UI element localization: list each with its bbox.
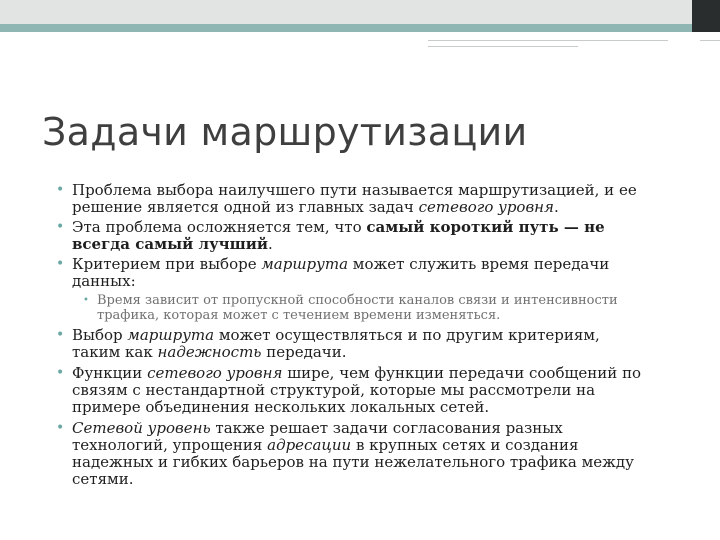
text-run: может осуществляться и по другим критериям, [214,326,600,344]
bullet-dot-icon: • [56,182,65,198]
bullet-line [72,256,692,273]
sub-bullet-line [97,308,687,323]
text-run: решение является одной из главных задач [72,198,419,216]
text-run: технологий, упрощения [72,436,268,454]
header-corner-dark [692,0,720,32]
bullet-line [72,365,692,382]
bullet-line [72,273,692,290]
bullet-dot-icon: • [56,219,65,235]
italic-term: надежность [157,343,262,361]
bullet-line [72,236,692,253]
text-run: Выбор [72,326,128,344]
bold-term: самый короткий путь — не [366,218,605,236]
italic-term: Сетевой уровень [72,419,211,437]
bullet-item [56,326,692,361]
text-run: сетями. [72,470,134,488]
decor-line-1 [428,40,668,41]
bullet-line [72,454,692,471]
text-run: Функции [72,364,148,382]
bullet-item [56,218,692,253]
text-run: может служить время передачи [348,255,610,273]
text-run: Проблема выбора наилучшего пути называется маршрутизацией, и ее [72,181,637,199]
decor-line-3 [700,40,720,41]
bullet-line [72,327,692,344]
bullet-dot-icon: • [56,256,65,272]
sub-bullet-line [97,293,687,308]
bullet-item [56,419,692,488]
text-run: надежных и гибких барьеров на пути нежелательного трафика между [72,453,634,471]
bullet-line [72,219,692,236]
bullet-item [56,364,692,416]
text-run: в крупных сетях и создания [351,436,579,454]
bullet-dot-icon: • [56,420,65,436]
header-bar-gray [0,0,720,24]
bullet-line [72,382,692,399]
bullet-dot-icon: • [56,327,65,343]
sub-bullet-dot-icon: • [83,295,89,306]
text-run: . [268,235,273,253]
decor-line-2 [428,46,578,47]
text-run: примере объединения нескольких локальных сетей. [72,398,490,416]
bullet-line [72,344,692,361]
sub-bullet-item [83,293,687,323]
bullet-line [72,199,692,216]
text-run: шире, чем функции передачи сообщений по [282,364,642,382]
text-run: Критерием при выборе [72,255,262,273]
slide-title: Задачи маршрутизации [42,110,528,154]
text-run: таким как [72,343,158,361]
text-run: передачи. [261,343,347,361]
text-run: данных: [72,272,136,290]
text-run: трафика, которая может с течением времени изменяться. [97,308,501,323]
bullet-line [72,399,692,416]
bullet-item [56,255,692,290]
bullet-line [72,182,692,199]
italic-term: сетевого уровня [147,364,283,382]
italic-term: адресации [267,436,352,454]
text-run: связям с нестандартной структурой, которые мы рассмотрели на [72,381,596,399]
bullet-dot-icon: • [56,365,65,381]
text-run: Эта проблема осложняется тем, что [72,218,367,236]
bullet-item [56,181,692,216]
italic-term: сетевого уровня [418,198,554,216]
bullet-line [72,420,692,437]
bold-term: всегда самый лучший [72,235,269,253]
header-bar-teal [0,24,720,32]
italic-term: маршрута [127,326,215,344]
text-run: также решает задачи согласования разных [210,419,563,437]
bullet-line [72,437,692,454]
italic-term: маршрута [261,255,349,273]
text-run: . [554,198,559,216]
text-run: Время зависит от пропускной способности каналов связи и интенсивности [97,293,618,308]
bullet-line [72,471,692,488]
